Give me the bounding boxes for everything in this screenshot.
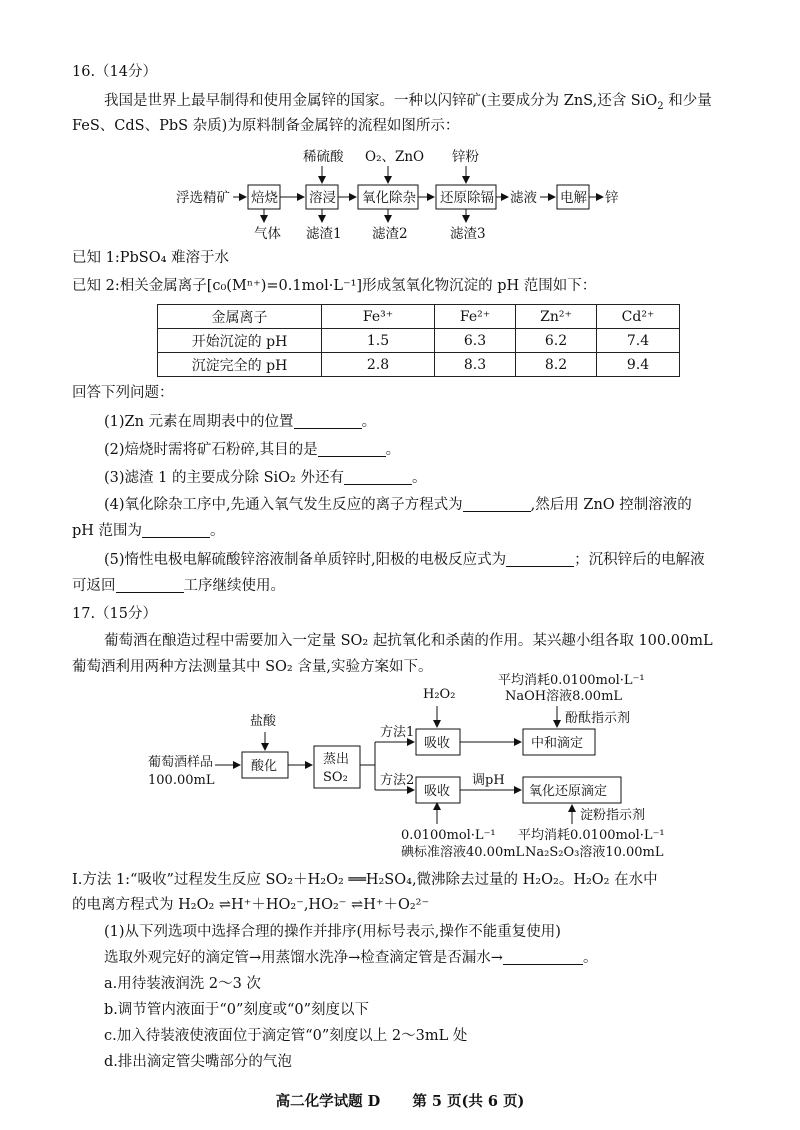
flow16-box-electrolysis: 电解 — [560, 190, 587, 206]
flow17-method2: 方法2 — [380, 773, 415, 788]
footer-subject: 高二化学试题 D — [275, 1093, 381, 1110]
flow16-box-oxidize: 氧化除杂 — [362, 190, 416, 206]
flow17-box-absorb2: 吸收 — [424, 784, 451, 799]
q17-method1-line1: Ⅰ.方法 1:“吸收”过程发生反应 SO₂＋H₂O₂ ══H₂SO₄,微沸除去过量的 H₂O₂。H₂O₂ 在水中 — [72, 872, 658, 888]
table-cell: 沉淀完全的 pH — [158, 353, 322, 377]
flow16-box-reduce: 还原除镉 — [440, 190, 494, 206]
answer-blank[interactable] — [463, 495, 531, 512]
ion-ph-table — [157, 304, 680, 377]
table-header-cell: Zn²⁺ — [516, 305, 597, 329]
flow16-output-residue2: 滤渣2 — [372, 226, 408, 242]
q17-intro-line1: 葡萄酒在酿造过程中需要加入一定量 SO₂ 起抗氧化和杀菌的作用。某兴趣小组各取 100.00mL — [104, 633, 713, 649]
q16-sub4-line2: pH 范围为 。 — [72, 523, 225, 539]
flow17-method1: 方法1 — [380, 725, 415, 740]
flow17-box-distill-l1: 蒸出 — [323, 752, 350, 767]
q17-sub1: (1)从下列选项中选择合理的操作并排序(用标号表示,操作不能重复使用) — [104, 924, 561, 940]
table-header-cell: Cd²⁺ — [597, 305, 680, 329]
table-cell: 8.2 — [516, 353, 597, 377]
q17-flowchart — [0, 670, 800, 865]
answer-blank[interactable] — [318, 440, 386, 457]
q16-flowchart — [0, 140, 800, 245]
answer-blank[interactable] — [142, 521, 210, 538]
flow17-box-distill-l2: SO₂ — [323, 770, 348, 785]
option-d: d.排出滴定管尖嘴部分的气泡 — [104, 1054, 292, 1070]
footer-page: 第 5 页(共 6 页) — [412, 1093, 525, 1110]
q16-sub5-line2: 可返回 工序继续使用。 — [72, 578, 285, 594]
flow16-input-o2: O₂、ZnO — [365, 149, 425, 165]
flow17-box-neutral: 中和滴定 — [531, 736, 584, 751]
q17-method1-line2: 的电离方程式为 H₂O₂ ⇌H⁺＋HO₂⁻,HO₂⁻ ⇌H⁺＋O₂²⁻ — [72, 897, 430, 913]
flow17-box-absorb1: 吸收 — [424, 736, 451, 751]
flow17-phenol: 酚酞指示剂 — [565, 711, 631, 726]
answer-blank[interactable] — [503, 948, 583, 965]
flow16-input-acid: 稀硫酸 — [303, 149, 344, 165]
page-footer — [0, 1090, 800, 1111]
q16-sub1: (1)Zn 元素在周期表中的位置 。 — [104, 414, 377, 430]
flow17-box-acidify: 酸化 — [251, 759, 278, 774]
flow17-thio-l2: Na₂S₂O₃溶液10.00mL — [525, 845, 664, 860]
flow16-box-roast: 焙烧 — [251, 190, 278, 206]
table-cell: 8.3 — [435, 353, 516, 377]
table-cell: 7.4 — [597, 329, 680, 353]
flow17-sample-l2: 100.00mL — [148, 773, 215, 788]
flow17-adjust-ph: 调pH — [472, 773, 505, 788]
q16-sub2: (2)焙烧时需将矿石粉碎,其目的是 。 — [104, 442, 401, 458]
q16-answer-prompt: 回答下列问题： — [72, 385, 174, 401]
answer-blank[interactable] — [506, 550, 574, 567]
table-row — [158, 329, 680, 353]
table-header-cell: 金属离子 — [158, 305, 322, 329]
q16-sub5-line1: (5)惰性电极电解硫酸锌溶液制备单质锌时,阳极的电极反应式为 ；沉积锌后的电解液 — [104, 552, 705, 568]
answer-blank[interactable] — [116, 576, 184, 593]
flow17-sample-l1: 葡萄酒样品 — [148, 755, 214, 770]
q16-known2: 已知 2:相关金属离子[c₀(Mⁿ⁺)=0.1mol·L⁻¹]形成氢氧化物沉淀的 pH 范围如下： — [72, 278, 597, 294]
option-c: c.加入待装液使液面位于滴定管“0”刻度以上 2～3mL 处 — [104, 1028, 468, 1044]
flow17-naoh-l1: 平均消耗0.0100mol·L⁻¹ — [498, 673, 645, 688]
q17-intro-line2: 葡萄酒利用两种方法测量其中 SO₂ 含量,实验方案如下。 — [72, 659, 433, 675]
flow17-hcl: 盐酸 — [250, 714, 277, 729]
table-cell: 6.2 — [516, 329, 597, 353]
table-cell: 开始沉淀的 pH — [158, 329, 322, 353]
flow16-output-gas: 气体 — [254, 226, 281, 242]
answer-blank[interactable] — [294, 412, 362, 429]
flow16-output-residue1: 滤渣1 — [306, 226, 342, 242]
table-row — [158, 353, 680, 377]
table-header-row — [158, 305, 680, 329]
flow17-iodine-l1: 0.0100mol·L⁻¹ — [401, 828, 496, 843]
q16-header: 16.（14分） — [72, 64, 158, 80]
flow17-naoh-l2: NaOH溶液8.00mL — [505, 689, 623, 704]
q16-intro-line1: 我国是世界上最早制得和使用金属锌的国家。一种以闪锌矿(主要成分为 ZnS,还含 SiO$_2$ 和少量 — [104, 93, 712, 112]
flow16-output-residue3: 滤渣3 — [450, 226, 486, 242]
q17-sub1-sequence: 选取外观完好的滴定管→用蒸馏水洗净→检查滴定管是否漏水→ 。 — [104, 950, 598, 966]
q16-sub4-line1: (4)氧化除杂工序中,先通入氧气发生反应的离子方程式为 ,然后用 ZnO 控制溶液的 — [104, 497, 692, 513]
option-b: b.调节管内液面于“0”刻度或“0”刻度以下 — [104, 1002, 369, 1018]
flow17-starch: 淀粉指示剂 — [580, 808, 646, 823]
flow16-start: 浮选精矿 — [176, 190, 230, 206]
q16-intro-line2: FeS、CdS、PbS 杂质)为原料制备金属锌的流程如图所示： — [72, 118, 460, 134]
table-header-cell: Fe³⁺ — [322, 305, 435, 329]
table-cell: 1.5 — [322, 329, 435, 353]
q16-sub3: (3)滤渣 1 的主要成分除 SiO₂ 外还有 。 — [104, 470, 427, 486]
q16-known1: 已知 1:PbSO₄ 难溶于水 — [72, 250, 230, 266]
flow17-thio-l1: 平均消耗0.0100mol·L⁻¹ — [518, 828, 665, 843]
table-cell: 9.4 — [597, 353, 680, 377]
option-a: a.用待装液润洗 2～3 次 — [104, 976, 261, 992]
flow16-input-zn: 锌粉 — [452, 149, 479, 165]
table-header-cell: Fe²⁺ — [435, 305, 516, 329]
answer-blank[interactable] — [344, 468, 412, 485]
q17-header: 17.（15分） — [72, 606, 158, 622]
table-cell: 6.3 — [435, 329, 516, 353]
flow17-box-redox: 氧化还原滴定 — [529, 784, 608, 799]
table-cell: 2.8 — [322, 353, 435, 377]
flow16-end: 锌 — [605, 190, 619, 206]
flow17-h2o2: H₂O₂ — [423, 687, 456, 702]
flow16-box-leach: 溶浸 — [309, 190, 336, 206]
flow17-iodine-l2: 碘标准溶液40.00mL — [401, 845, 525, 860]
flow16-filtrate: 滤液 — [510, 190, 537, 206]
